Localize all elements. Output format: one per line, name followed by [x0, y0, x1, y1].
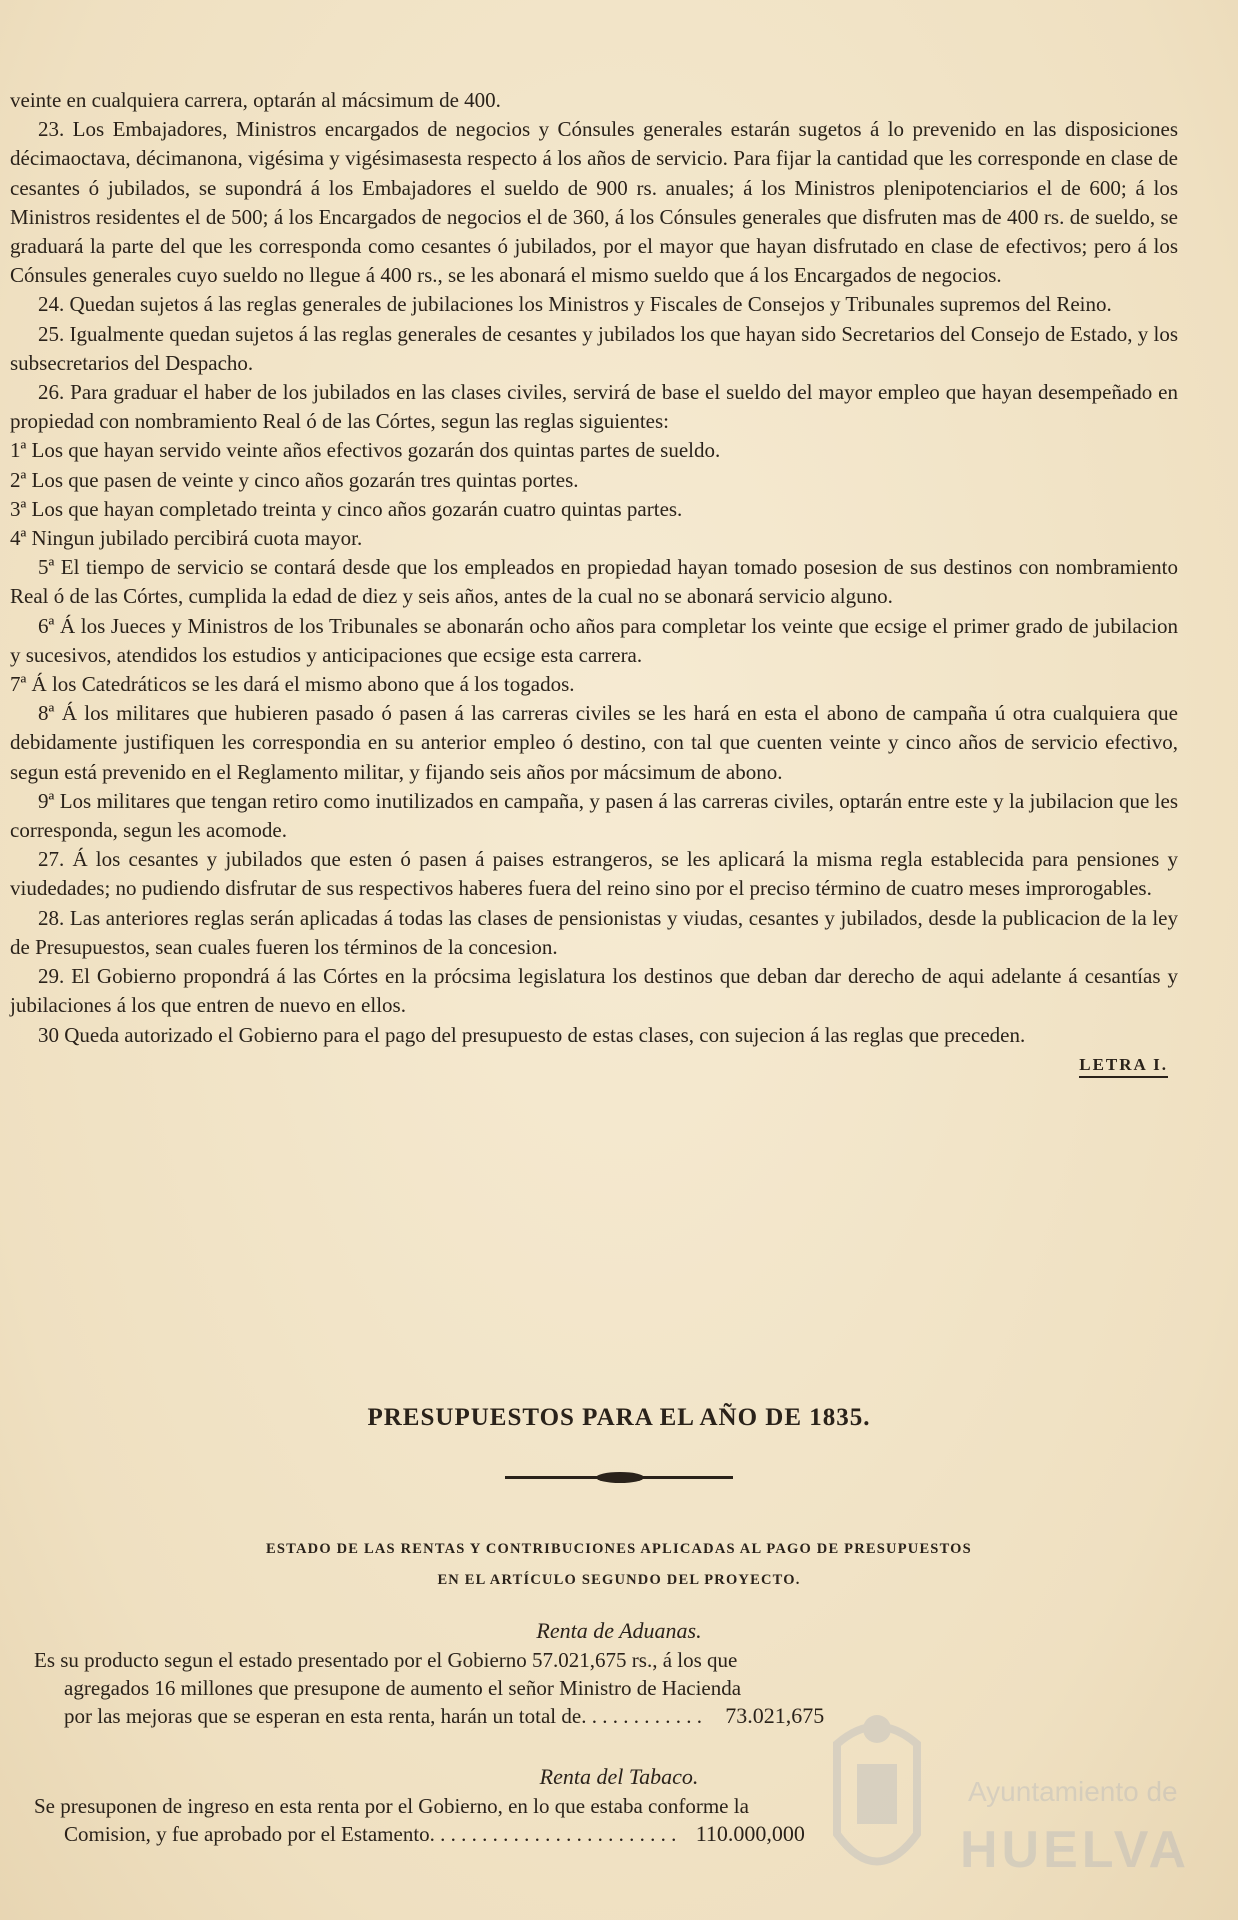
- rule-item: 4ª Ningun jubilado percibirá cuota mayor.: [10, 526, 363, 551]
- tabaco-line-2: Comision, y fue aprobado por el Estamento. . . . . . . . . . . . . . . . . . . . . . . .: [64, 1822, 677, 1846]
- paragraph: 24. Quedan sujetos á las reglas generales de jubilaciones los Ministros y Fiscales de Consejos y Tribunales supremos del Reino.: [38, 292, 1112, 317]
- letra-label: [10, 1050, 1178, 1079]
- ornamental-rule-center: [596, 1472, 644, 1483]
- watermark-word: HUELVA: [960, 1821, 1191, 1879]
- library-watermark: [822, 1704, 1192, 1904]
- paragraph: 25. Igualmente quedan sujetos á las reglas generales de cesantes y jubilados los que hayan sido Secretarios del Consejo de Estado, y los subsecretarios del Despacho.: [10, 321, 1178, 375]
- rule-item: 7ª Á los Catedráticos se les dará el mismo abono que á los togados.: [10, 672, 575, 697]
- paragraph: veinte en cualquiera carrera, optarán al mácsimum de 400.: [10, 88, 501, 112]
- body-text: [10, 86, 1178, 1079]
- section-heading: PRESUPUESTOS PARA EL AÑO DE 1835.: [367, 1404, 871, 1431]
- estado-line-1: ESTADO DE LAS RENTAS Y CONTRIBUCIONES APLICADAS AL PAGO DE PRESUPUESTOS: [266, 1541, 972, 1557]
- rule-item: 9ª Los militares que tengan retiro como inutilizados en campaña, y pasen á las carreras civiles, optarán entre este y la jubilacion que les corresponda, segun les acomode.: [10, 788, 1178, 843]
- coat-of-arms-icon: [822, 1704, 932, 1894]
- aduanas-line-3: por las mejoras que se esperan en esta renta, harán un total de. . . . . . . . . . . .: [64, 1704, 702, 1728]
- watermark-caption: Ayuntamiento de: [968, 1776, 1178, 1807]
- rule-item: 1ª Los que hayan servido veinte años efectivos gozarán dos quintas partes de sueldo.: [10, 438, 721, 463]
- paragraph: 30 Queda autorizado el Gobierno para el pago del presupuesto de estas clases, con sujecion á las reglas que preceden.: [38, 1022, 1026, 1047]
- rule-item: 8ª Á los militares que hubieren pasado ó pasen á las carreras civiles se les hará en esta el abono de campaña ú otra cualquiera que debidamente justifiquen les correspondia en su anterior empleo ó destino, con tal que cuenten veinte y cinco años de servicio efectivo, segun está prevenido en el Reglamento militar, y fijando seis años por mácsimum de abono.: [10, 701, 1178, 784]
- tabaco-amount: 110.000,000: [695, 1821, 805, 1846]
- paragraph: 23. Los Embajadores, Ministros encargados de negocios y Cónsules generales estarán sugetos á lo prevenido en las disposiciones décimaoctava, décimanona, vigésima y vigésimasesta respecto á los años de servicio. Para fijar la cantidad que les corresponde en clase de cesantes ó jubilados, se supondrá á los Embajadores el sueldo de 900 rs. anuales; á los Ministros plenipotenciarios el de 600; á los Ministros residentes el de 500; á los Encargados de negocios el de 360, á los Cónsules generales que disfruten mas de 400 rs. de sueldo, se graduará la parte del que les corresponda como cesantes ó jubilados, por el mayor que hayan disfrutado en clase de efectivos; pero á los Cónsules generales cuyo sueldo no llegue á 400 rs., se les abonará el mismo sueldo que á los Encargados de negocios.: [10, 117, 1178, 288]
- aduanas-line-2: agregados 16 millones que presupone de aumento el señor Ministro de Hacienda: [64, 1676, 742, 1700]
- aduanas-title: Renta de Aduanas.: [536, 1618, 702, 1643]
- rule-item: 3ª Los que hayan completado treinta y cinco años gozarán cuatro quintas partes.: [10, 496, 683, 521]
- paragraph: 28. Las anteriores reglas serán aplicadas á todas las clases de pensionistas y viudas, cesantes y jubilados, desde la publicacion de la ley de Presupuestos, sean cuales fueren los términos de la concesion.: [10, 905, 1178, 959]
- letra-text: LETRA I.: [1079, 1055, 1168, 1078]
- estado-heading: [0, 1534, 1238, 1596]
- rule-item: 6ª Á los Jueces y Ministros de los Tribunales se abonarán ocho años para completar los veinte que ecsige el primer grado de jubilacion y sucesivos, atendidos los estudios y anticipaciones que ecsige esta carrera.: [10, 613, 1178, 667]
- paragraph: 29. El Gobierno propondrá á las Córtes en la prócsima legislatura los destinos que deban dar derecho de aqui adelante á cesantías y jubilaciones á los que entren de nuevo en ellos.: [10, 964, 1178, 1018]
- rule-item: 2ª Los que pasen de veinte y cinco años gozarán tres quintas portes.: [10, 467, 579, 492]
- rule-item: 5ª El tiempo de servicio se contará desde que los empleados en propiedad hayan tomado posesion de sus destinos con nombramiento Real ó de las Córtes, cumplida la edad de diez y seis años, antes de la cual no se abonará servicio alguno.: [10, 555, 1178, 609]
- paragraph: 27. Á los cesantes y jubilados que esten ó pasen á paises estrangeros, se les aplicará la misma regla establecida para pensiones y viudedades; no pudiendo disfrutar de sus respectivos haberes fuera del reino sino por el preciso término de cuatro meses improrogables.: [10, 847, 1178, 901]
- estado-line-2: EN EL ARTÍCULO SEGUNDO DEL PROYECTO.: [437, 1572, 801, 1588]
- aduanas-amount: 73.021,675: [725, 1703, 825, 1728]
- tabaco-title: Renta del Tabaco.: [539, 1764, 699, 1789]
- paragraph: 26. Para graduar el haber de los jubilados en las clases civiles, servirá de base el sueldo del mayor empleo que hayan desempeñado en propiedad con nombramiento Real ó de las Córtes, segun las reglas siguientes:: [10, 380, 1178, 434]
- tabaco-line-1: Se presuponen de ingreso en esta renta por el Gobierno, en lo que estaba conforme la: [34, 1794, 749, 1818]
- aduanas-line-1: Es su producto segun el estado presentado por el Gobierno 57.021,675 rs., á los que: [34, 1648, 738, 1672]
